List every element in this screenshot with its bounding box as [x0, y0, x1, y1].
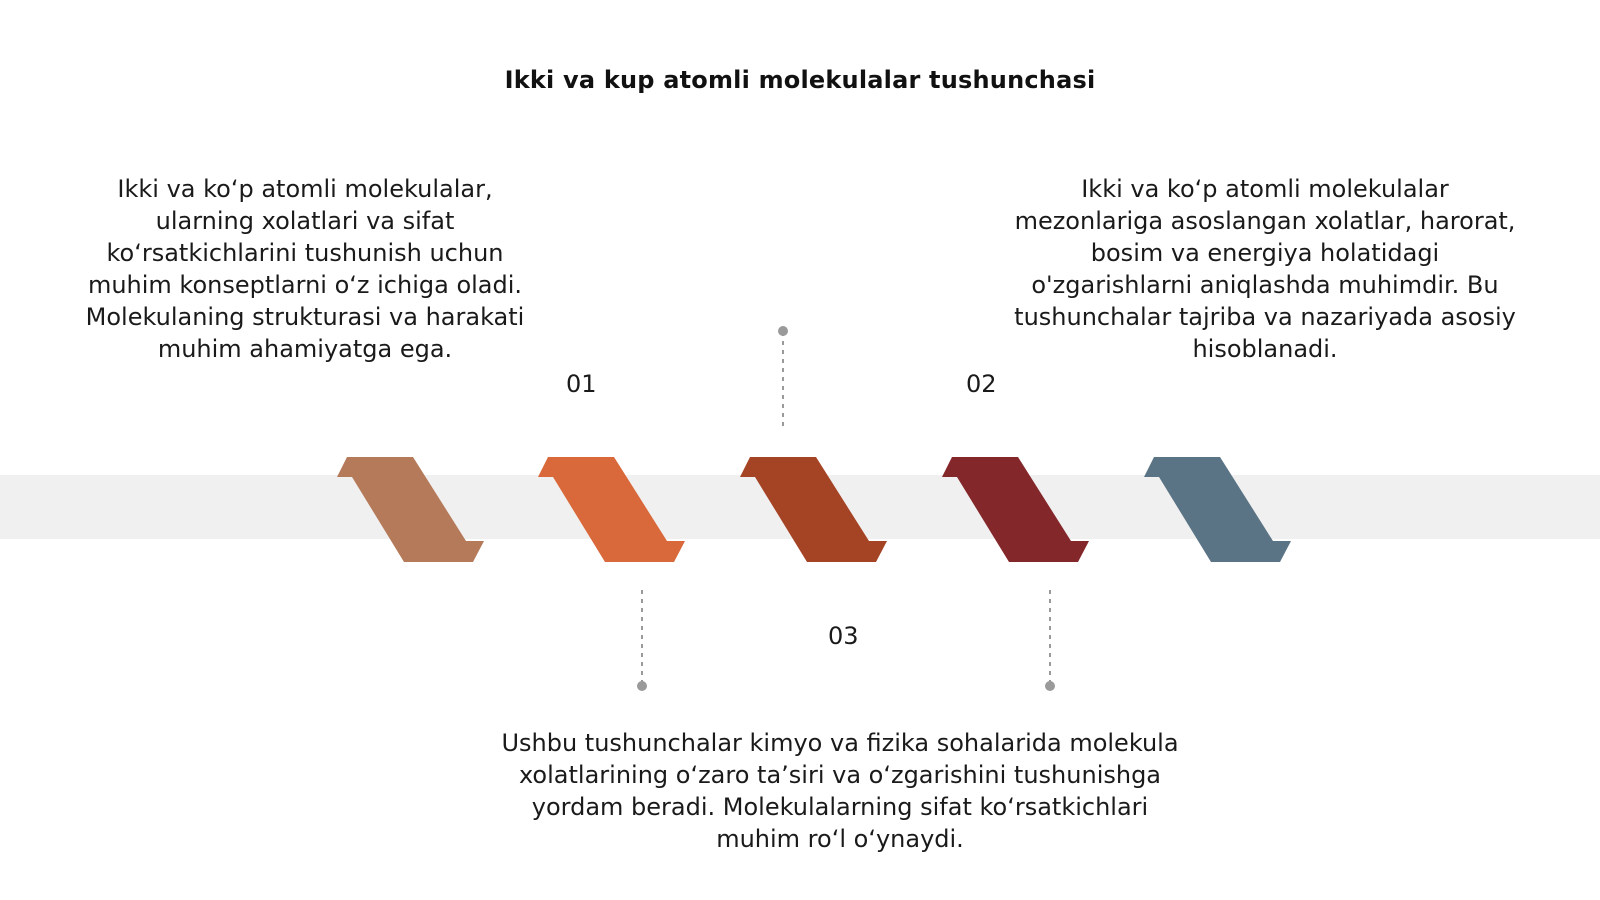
item-3-description: Ushbu tushunchalar kimyo va fizika sohalarida molekula xolatlarining o‘zaro ta’siri va o‘zgarishini tushunishga yordam beradi. Molekulalarning sifat ko‘rsatkichlari muhim ro‘l o‘ynaydi.	[501, 729, 1179, 853]
connector-top-dot	[778, 326, 788, 336]
page-title: Ikki va kup atomli molekulalar tushunchasi	[504, 66, 1096, 94]
connector-bottom-right-dot	[1045, 681, 1055, 691]
item-1-number: 01	[566, 370, 597, 398]
connector-bottom-left-dot	[637, 681, 647, 691]
connector-bottom-left	[637, 590, 647, 691]
item-2-number: 02	[966, 370, 997, 398]
item-1-description: Ikki va ko‘p atomli molekulalar, ularning xolatlari va sifat ko‘rsatkichlarini tushunish uchun muhim konseptlarni o‘z ichiga oladi. Molekulaning strukturasi va harakati muhim ahamiyatga ega.	[85, 175, 525, 363]
connector-top	[778, 326, 788, 430]
item-2-description: Ikki va ko‘p atomli molekulalar mezonlariga asoslangan xolatlar, harorat, bosim va energiya holatidagi o'zgarishlarni aniqlashda muhimdir. Bu tushunchalar tajriba va nazariyada asosiy hisoblanadi.	[1014, 175, 1516, 363]
connector-bottom-right	[1045, 590, 1055, 691]
item-3-number: 03	[828, 622, 859, 650]
